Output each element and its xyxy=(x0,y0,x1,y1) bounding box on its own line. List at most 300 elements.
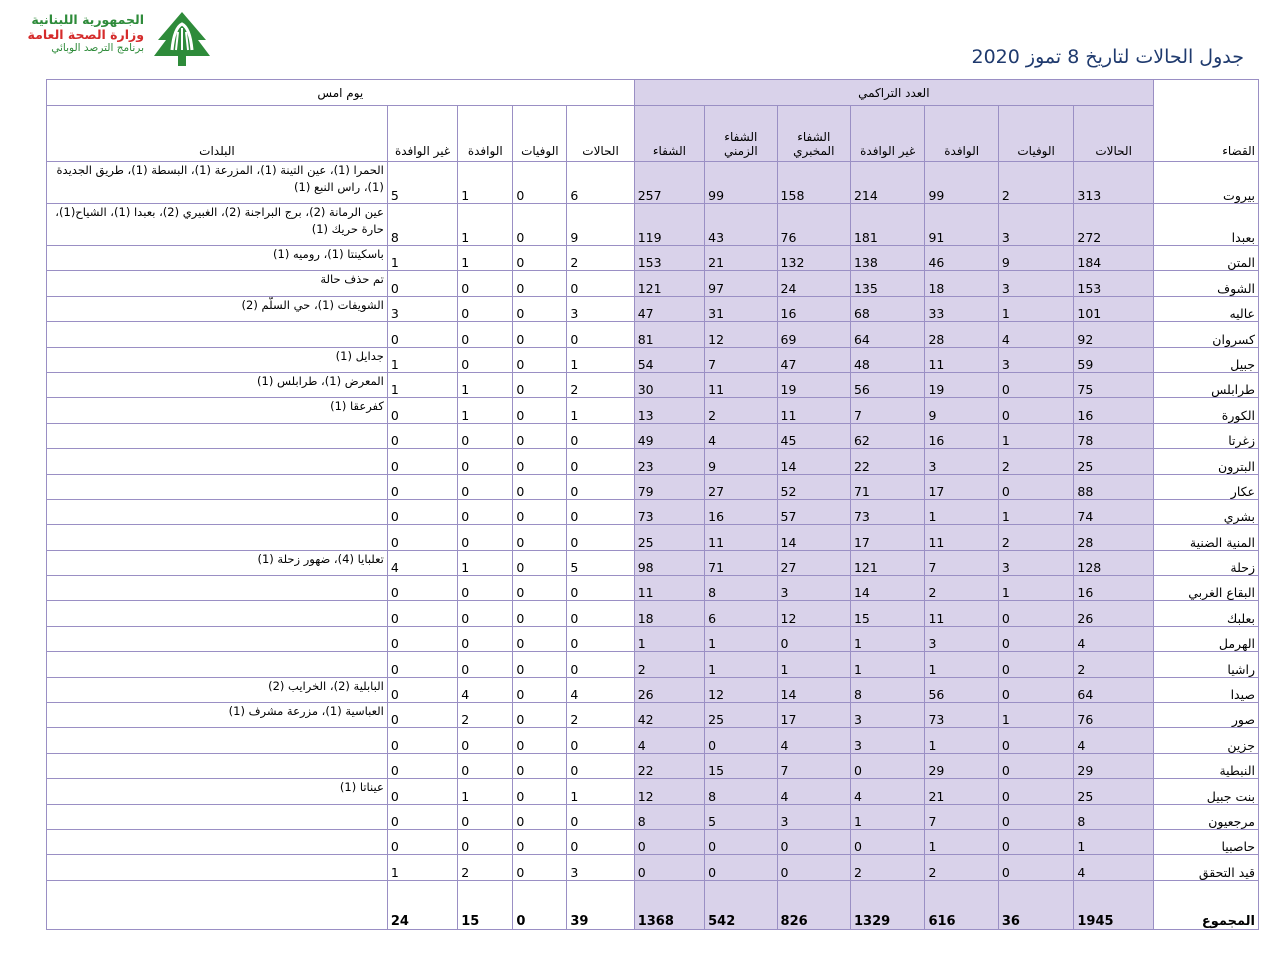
col-recovered-lab-header xyxy=(777,106,850,162)
recovered-cell: 73 xyxy=(634,499,704,524)
yesterday-imported-cell: 0 xyxy=(458,652,513,677)
yesterday-cases-cell: 6 xyxy=(567,162,634,204)
yesterday-cases-cell: 0 xyxy=(567,423,634,448)
recovered-lab-cell: 7 xyxy=(777,753,850,778)
qada-cell: المنية الضنية xyxy=(1153,525,1258,550)
recovered-time-cell: 99 xyxy=(705,162,777,204)
imported-cell: 3 xyxy=(925,626,998,651)
yesterday-non-imported-cell: 0 xyxy=(387,728,457,753)
yesterday-non-imported-cell: 0 xyxy=(387,449,457,474)
table-row xyxy=(47,550,1259,575)
qada-cell: زحلة xyxy=(1153,550,1258,575)
imported-cell: 16 xyxy=(925,423,998,448)
recovered-time-cell: 11 xyxy=(705,525,777,550)
group-cumulative-header: العدد التراكمي xyxy=(634,80,1153,106)
yesterday-non-imported-cell: 4 xyxy=(387,550,457,575)
qada-cell: طرابلس xyxy=(1153,372,1258,397)
yesterday-cases-cell: 0 xyxy=(567,753,634,778)
yesterday-non-imported-cell: 0 xyxy=(387,804,457,829)
imported-cell: 46 xyxy=(925,246,998,271)
non-imported-cell: 48 xyxy=(850,347,924,372)
yesterday-deaths-cell: 0 xyxy=(513,550,567,575)
deaths-cell: 3 xyxy=(998,550,1073,575)
table-row xyxy=(47,296,1259,321)
recovered-lab-cell: 14 xyxy=(777,677,850,702)
towns-cell xyxy=(47,423,388,448)
towns-cell xyxy=(47,626,388,651)
logo-line-ministry: وزارة الصحة العامة xyxy=(27,27,144,42)
imported-cell: 616 xyxy=(925,880,998,929)
yesterday-deaths-cell: 0 xyxy=(513,779,567,804)
yesterday-non-imported-cell: 0 xyxy=(387,576,457,601)
yesterday-non-imported-cell: 0 xyxy=(387,423,457,448)
table-row xyxy=(47,703,1259,728)
recovered-time-cell: 12 xyxy=(705,322,777,347)
yesterday-cases-cell: 39 xyxy=(567,880,634,929)
qada-cell: عكار xyxy=(1153,474,1258,499)
recovered-time-cell: 1 xyxy=(705,626,777,651)
qada-cell: مرجعيون xyxy=(1153,804,1258,829)
cases-cell: 1 xyxy=(1074,829,1154,854)
yesterday-non-imported-cell: 0 xyxy=(387,474,457,499)
deaths-cell: 0 xyxy=(998,677,1073,702)
towns-cell: باسكينتا (1)، روميه (1) xyxy=(47,246,388,271)
yesterday-deaths-cell: 0 xyxy=(513,449,567,474)
recovered-time-cell: 71 xyxy=(705,550,777,575)
yesterday-cases-cell: 5 xyxy=(567,550,634,575)
recovered-cell: 23 xyxy=(634,449,704,474)
deaths-cell: 0 xyxy=(998,779,1073,804)
cases-cell: 29 xyxy=(1074,753,1154,778)
recovered-time-cell: 542 xyxy=(705,880,777,929)
recovered-time-cell: 27 xyxy=(705,474,777,499)
yesterday-cases-cell: 2 xyxy=(567,246,634,271)
recovered-time-cell: 2 xyxy=(705,398,777,423)
yesterday-imported-cell: 0 xyxy=(458,525,513,550)
yesterday-imported-cell: 1 xyxy=(458,398,513,423)
imported-cell: 3 xyxy=(925,449,998,474)
qada-cell: المتن xyxy=(1153,246,1258,271)
table-row xyxy=(47,753,1259,778)
recovered-cell: 8 xyxy=(634,804,704,829)
deaths-cell: 0 xyxy=(998,753,1073,778)
recovered-lab-cell: 0 xyxy=(777,626,850,651)
towns-cell: عيناتا (1) xyxy=(47,779,388,804)
recovered-cell: 12 xyxy=(634,779,704,804)
logo-line-program: برنامج الترصد الوبائي xyxy=(51,42,144,54)
qada-cell: بشري xyxy=(1153,499,1258,524)
qada-cell: جزين xyxy=(1153,728,1258,753)
yesterday-non-imported-cell: 0 xyxy=(387,626,457,651)
towns-cell xyxy=(47,449,388,474)
table-row xyxy=(47,271,1259,296)
cases-cell: 4 xyxy=(1074,855,1154,880)
qada-cell: صور xyxy=(1153,703,1258,728)
cases-cell: 272 xyxy=(1074,204,1154,246)
table-row xyxy=(47,246,1259,271)
yesterday-cases-cell: 0 xyxy=(567,652,634,677)
yesterday-non-imported-cell: 0 xyxy=(387,652,457,677)
imported-cell: 9 xyxy=(925,398,998,423)
cases-cell: 313 xyxy=(1074,162,1154,204)
non-imported-cell: 1 xyxy=(850,804,924,829)
col-yesterday-deaths-header: الوفيات xyxy=(513,106,567,162)
yesterday-non-imported-cell: 0 xyxy=(387,829,457,854)
col-recovered-lab-line2: المخبري xyxy=(793,144,835,158)
recovered-lab-cell: 826 xyxy=(777,880,850,929)
yesterday-cases-cell: 2 xyxy=(567,372,634,397)
deaths-cell: 2 xyxy=(998,162,1073,204)
table-row xyxy=(47,162,1259,204)
yesterday-imported-cell: 1 xyxy=(458,779,513,804)
recovered-lab-cell: 11 xyxy=(777,398,850,423)
yesterday-imported-cell: 1 xyxy=(458,162,513,204)
recovered-cell: 13 xyxy=(634,398,704,423)
col-non-imported-header: غير الوافدة xyxy=(850,106,924,162)
cases-cell: 25 xyxy=(1074,779,1154,804)
recovered-lab-cell: 3 xyxy=(777,576,850,601)
imported-cell: 17 xyxy=(925,474,998,499)
qada-cell: جبيل xyxy=(1153,347,1258,372)
yesterday-deaths-cell: 0 xyxy=(513,677,567,702)
cases-cell: 78 xyxy=(1074,423,1154,448)
cases-cell: 8 xyxy=(1074,804,1154,829)
non-imported-cell: 64 xyxy=(850,322,924,347)
towns-cell: عين الرمانة (2)، برج البراجنة (2)، الغبيري (2)، بعبدا (1)، الشياح(1)، حارة حريك (1) xyxy=(47,204,388,246)
yesterday-imported-cell: 2 xyxy=(458,703,513,728)
table-row xyxy=(47,525,1259,550)
towns-cell: كفرعقا (1) xyxy=(47,398,388,423)
deaths-cell: 0 xyxy=(998,398,1073,423)
yesterday-imported-cell: 0 xyxy=(458,728,513,753)
non-imported-cell: 0 xyxy=(850,829,924,854)
deaths-cell: 0 xyxy=(998,829,1073,854)
qada-cell: بعبدا xyxy=(1153,204,1258,246)
non-imported-cell: 1 xyxy=(850,652,924,677)
table-row xyxy=(47,423,1259,448)
recovered-time-cell: 21 xyxy=(705,246,777,271)
yesterday-imported-cell: 0 xyxy=(458,499,513,524)
table-row xyxy=(47,499,1259,524)
towns-cell: الحمرا (1)، عين التينة (1)، المزرعة (1)، البسطة (1)، طريق الجديدة (1)، راس النبع (1) xyxy=(47,162,388,204)
recovered-cell: 0 xyxy=(634,829,704,854)
towns-cell: العباسية (1)، مزرعة مشرف (1) xyxy=(47,703,388,728)
table-row xyxy=(47,322,1259,347)
yesterday-imported-cell: 1 xyxy=(458,204,513,246)
yesterday-deaths-cell: 0 xyxy=(513,753,567,778)
towns-cell: جدايل (1) xyxy=(47,347,388,372)
deaths-cell: 1 xyxy=(998,423,1073,448)
imported-cell: 21 xyxy=(925,779,998,804)
yesterday-cases-cell: 3 xyxy=(567,296,634,321)
towns-cell xyxy=(47,855,388,880)
cases-cell: 2 xyxy=(1074,652,1154,677)
imported-cell: 73 xyxy=(925,703,998,728)
yesterday-imported-cell: 0 xyxy=(458,576,513,601)
yesterday-non-imported-cell: 24 xyxy=(387,880,457,929)
cases-cell: 25 xyxy=(1074,449,1154,474)
recovered-lab-cell: 57 xyxy=(777,499,850,524)
non-imported-cell: 56 xyxy=(850,372,924,397)
deaths-cell: 0 xyxy=(998,855,1073,880)
yesterday-non-imported-cell: 1 xyxy=(387,246,457,271)
recovered-lab-cell: 14 xyxy=(777,525,850,550)
page-title: جدول الحالات لتاريخ 8 تموز 2020 xyxy=(971,46,1244,68)
recovered-cell: 79 xyxy=(634,474,704,499)
towns-cell: المعرض (1)، طرابلس (1) xyxy=(47,372,388,397)
yesterday-imported-cell: 0 xyxy=(458,423,513,448)
deaths-cell: 0 xyxy=(998,728,1073,753)
towns-cell: الشويفات (1)، حي السلّم (2) xyxy=(47,296,388,321)
yesterday-non-imported-cell: 0 xyxy=(387,703,457,728)
deaths-cell: 0 xyxy=(998,601,1073,626)
yesterday-imported-cell: 0 xyxy=(458,753,513,778)
yesterday-non-imported-cell: 0 xyxy=(387,677,457,702)
recovered-cell: 1 xyxy=(634,626,704,651)
table-row xyxy=(47,677,1259,702)
recovered-cell: 121 xyxy=(634,271,704,296)
col-imported-header: الوافدة xyxy=(925,106,998,162)
towns-cell xyxy=(47,652,388,677)
col-deaths-header: الوفيات xyxy=(998,106,1073,162)
cases-cell: 88 xyxy=(1074,474,1154,499)
towns-cell xyxy=(47,474,388,499)
yesterday-cases-cell: 1 xyxy=(567,779,634,804)
towns-cell xyxy=(47,499,388,524)
yesterday-cases-cell: 0 xyxy=(567,626,634,651)
non-imported-cell: 1329 xyxy=(850,880,924,929)
yesterday-non-imported-cell: 3 xyxy=(387,296,457,321)
non-imported-cell: 1 xyxy=(850,626,924,651)
yesterday-imported-cell: 0 xyxy=(458,601,513,626)
imported-cell: 2 xyxy=(925,576,998,601)
recovered-time-cell: 7 xyxy=(705,347,777,372)
recovered-lab-cell: 0 xyxy=(777,855,850,880)
recovered-cell: 18 xyxy=(634,601,704,626)
col-yesterday-cases-header: الحالات xyxy=(567,106,634,162)
yesterday-deaths-cell: 0 xyxy=(513,246,567,271)
recovered-time-cell: 43 xyxy=(705,204,777,246)
yesterday-deaths-cell: 0 xyxy=(513,880,567,929)
table-row xyxy=(47,855,1259,880)
imported-cell: 1 xyxy=(925,829,998,854)
table-row xyxy=(47,652,1259,677)
recovered-cell: 26 xyxy=(634,677,704,702)
recovered-time-cell: 0 xyxy=(705,855,777,880)
non-imported-cell: 8 xyxy=(850,677,924,702)
qada-cell: الهرمل xyxy=(1153,626,1258,651)
qada-cell: كسروان xyxy=(1153,322,1258,347)
imported-cell: 19 xyxy=(925,372,998,397)
yesterday-imported-cell: 1 xyxy=(458,372,513,397)
recovered-cell: 42 xyxy=(634,703,704,728)
cases-cell: 59 xyxy=(1074,347,1154,372)
cases-cell: 92 xyxy=(1074,322,1154,347)
non-imported-cell: 71 xyxy=(850,474,924,499)
deaths-cell: 1 xyxy=(998,576,1073,601)
yesterday-deaths-cell: 0 xyxy=(513,652,567,677)
yesterday-cases-cell: 0 xyxy=(567,576,634,601)
non-imported-cell: 0 xyxy=(850,753,924,778)
yesterday-imported-cell: 15 xyxy=(458,880,513,929)
recovered-time-cell: 5 xyxy=(705,804,777,829)
col-qada-header: القضاء xyxy=(1153,80,1258,162)
yesterday-non-imported-cell: 1 xyxy=(387,855,457,880)
non-imported-cell: 17 xyxy=(850,525,924,550)
imported-cell: 56 xyxy=(925,677,998,702)
table-row xyxy=(47,601,1259,626)
table-row xyxy=(47,626,1259,651)
yesterday-non-imported-cell: 0 xyxy=(387,779,457,804)
qada-cell: البقاع الغربي xyxy=(1153,576,1258,601)
table-row xyxy=(47,347,1259,372)
non-imported-cell: 22 xyxy=(850,449,924,474)
yesterday-deaths-cell: 0 xyxy=(513,296,567,321)
cases-cell: 153 xyxy=(1074,271,1154,296)
towns-cell: تعلبايا (4)، ضهور زحلة (1) xyxy=(47,550,388,575)
yesterday-imported-cell: 0 xyxy=(458,271,513,296)
recovered-lab-cell: 17 xyxy=(777,703,850,728)
yesterday-deaths-cell: 0 xyxy=(513,804,567,829)
non-imported-cell: 62 xyxy=(850,423,924,448)
yesterday-deaths-cell: 0 xyxy=(513,347,567,372)
recovered-lab-cell: 158 xyxy=(777,162,850,204)
yesterday-imported-cell: 0 xyxy=(458,322,513,347)
yesterday-cases-cell: 0 xyxy=(567,499,634,524)
cases-cell: 26 xyxy=(1074,601,1154,626)
qada-cell: الشوف xyxy=(1153,271,1258,296)
qada-cell: قيد التحقق xyxy=(1153,855,1258,880)
non-imported-cell: 138 xyxy=(850,246,924,271)
recovered-cell: 47 xyxy=(634,296,704,321)
yesterday-cases-cell: 0 xyxy=(567,804,634,829)
recovered-time-cell: 25 xyxy=(705,703,777,728)
recovered-time-cell: 0 xyxy=(705,829,777,854)
recovered-lab-cell: 132 xyxy=(777,246,850,271)
yesterday-imported-cell: 0 xyxy=(458,449,513,474)
col-recovered-time-line1: الشفاء xyxy=(724,130,758,144)
recovered-time-cell: 8 xyxy=(705,779,777,804)
non-imported-cell: 2 xyxy=(850,855,924,880)
yesterday-non-imported-cell: 0 xyxy=(387,525,457,550)
cases-cell: 74 xyxy=(1074,499,1154,524)
non-imported-cell: 181 xyxy=(850,204,924,246)
table-row xyxy=(47,779,1259,804)
col-recovered-time-line2: الزمني xyxy=(724,144,758,158)
table-row xyxy=(47,804,1259,829)
col-recovered-header: الشفاء xyxy=(634,106,704,162)
col-yesterday-imported-header: الوافدة xyxy=(458,106,513,162)
yesterday-cases-cell: 3 xyxy=(567,855,634,880)
recovered-lab-cell: 47 xyxy=(777,347,850,372)
yesterday-cases-cell: 4 xyxy=(567,677,634,702)
recovered-time-cell: 4 xyxy=(705,423,777,448)
recovered-cell: 153 xyxy=(634,246,704,271)
imported-cell: 2 xyxy=(925,855,998,880)
imported-cell: 1 xyxy=(925,652,998,677)
deaths-cell: 1 xyxy=(998,296,1073,321)
cases-cell: 64 xyxy=(1074,677,1154,702)
yesterday-cases-cell: 0 xyxy=(567,728,634,753)
yesterday-imported-cell: 0 xyxy=(458,829,513,854)
cases-cell: 16 xyxy=(1074,576,1154,601)
recovered-time-cell: 15 xyxy=(705,753,777,778)
imported-cell: 7 xyxy=(925,550,998,575)
recovered-cell: 4 xyxy=(634,728,704,753)
imported-cell: 18 xyxy=(925,271,998,296)
recovered-time-cell: 0 xyxy=(705,728,777,753)
recovered-lab-cell: 16 xyxy=(777,296,850,321)
recovered-cell: 81 xyxy=(634,322,704,347)
cases-cell: 1945 xyxy=(1074,880,1154,929)
table-row xyxy=(47,829,1259,854)
yesterday-deaths-cell: 0 xyxy=(513,162,567,204)
non-imported-cell: 4 xyxy=(850,779,924,804)
cases-table xyxy=(46,79,1259,930)
yesterday-cases-cell: 0 xyxy=(567,525,634,550)
yesterday-non-imported-cell: 0 xyxy=(387,398,457,423)
towns-cell xyxy=(47,829,388,854)
non-imported-cell: 14 xyxy=(850,576,924,601)
yesterday-cases-cell: 0 xyxy=(567,322,634,347)
deaths-cell: 2 xyxy=(998,525,1073,550)
towns-cell xyxy=(47,753,388,778)
yesterday-non-imported-cell: 8 xyxy=(387,204,457,246)
recovered-cell: 1368 xyxy=(634,880,704,929)
imported-cell: 33 xyxy=(925,296,998,321)
col-cases-header: الحالات xyxy=(1074,106,1154,162)
deaths-cell: 4 xyxy=(998,322,1073,347)
recovered-lab-cell: 14 xyxy=(777,449,850,474)
non-imported-cell: 15 xyxy=(850,601,924,626)
yesterday-non-imported-cell: 5 xyxy=(387,162,457,204)
deaths-cell: 3 xyxy=(998,271,1073,296)
towns-cell xyxy=(47,601,388,626)
qada-cell: عاليه xyxy=(1153,296,1258,321)
yesterday-deaths-cell: 0 xyxy=(513,525,567,550)
yesterday-cases-cell: 1 xyxy=(567,347,634,372)
deaths-cell: 9 xyxy=(998,246,1073,271)
towns-cell xyxy=(47,525,388,550)
yesterday-cases-cell: 0 xyxy=(567,601,634,626)
recovered-time-cell: 9 xyxy=(705,449,777,474)
recovered-time-cell: 8 xyxy=(705,576,777,601)
imported-cell: 1 xyxy=(925,728,998,753)
non-imported-cell: 73 xyxy=(850,499,924,524)
qada-cell: بنت جبيل xyxy=(1153,779,1258,804)
table-row xyxy=(47,204,1259,246)
recovered-cell: 22 xyxy=(634,753,704,778)
imported-cell: 28 xyxy=(925,322,998,347)
yesterday-deaths-cell: 0 xyxy=(513,576,567,601)
col-yesterday-non-imported-header: غير الوافدة xyxy=(387,106,457,162)
recovered-time-cell: 31 xyxy=(705,296,777,321)
qada-cell: بعلبك xyxy=(1153,601,1258,626)
towns-cell xyxy=(47,576,388,601)
qada-cell: المجموع xyxy=(1153,880,1258,929)
yesterday-deaths-cell: 0 xyxy=(513,601,567,626)
deaths-cell: 2 xyxy=(998,449,1073,474)
yesterday-non-imported-cell: 0 xyxy=(387,753,457,778)
non-imported-cell: 135 xyxy=(850,271,924,296)
imported-cell: 11 xyxy=(925,525,998,550)
yesterday-imported-cell: 0 xyxy=(458,804,513,829)
non-imported-cell: 68 xyxy=(850,296,924,321)
imported-cell: 7 xyxy=(925,804,998,829)
cases-cell: 4 xyxy=(1074,728,1154,753)
recovered-cell: 0 xyxy=(634,855,704,880)
recovered-cell: 25 xyxy=(634,525,704,550)
